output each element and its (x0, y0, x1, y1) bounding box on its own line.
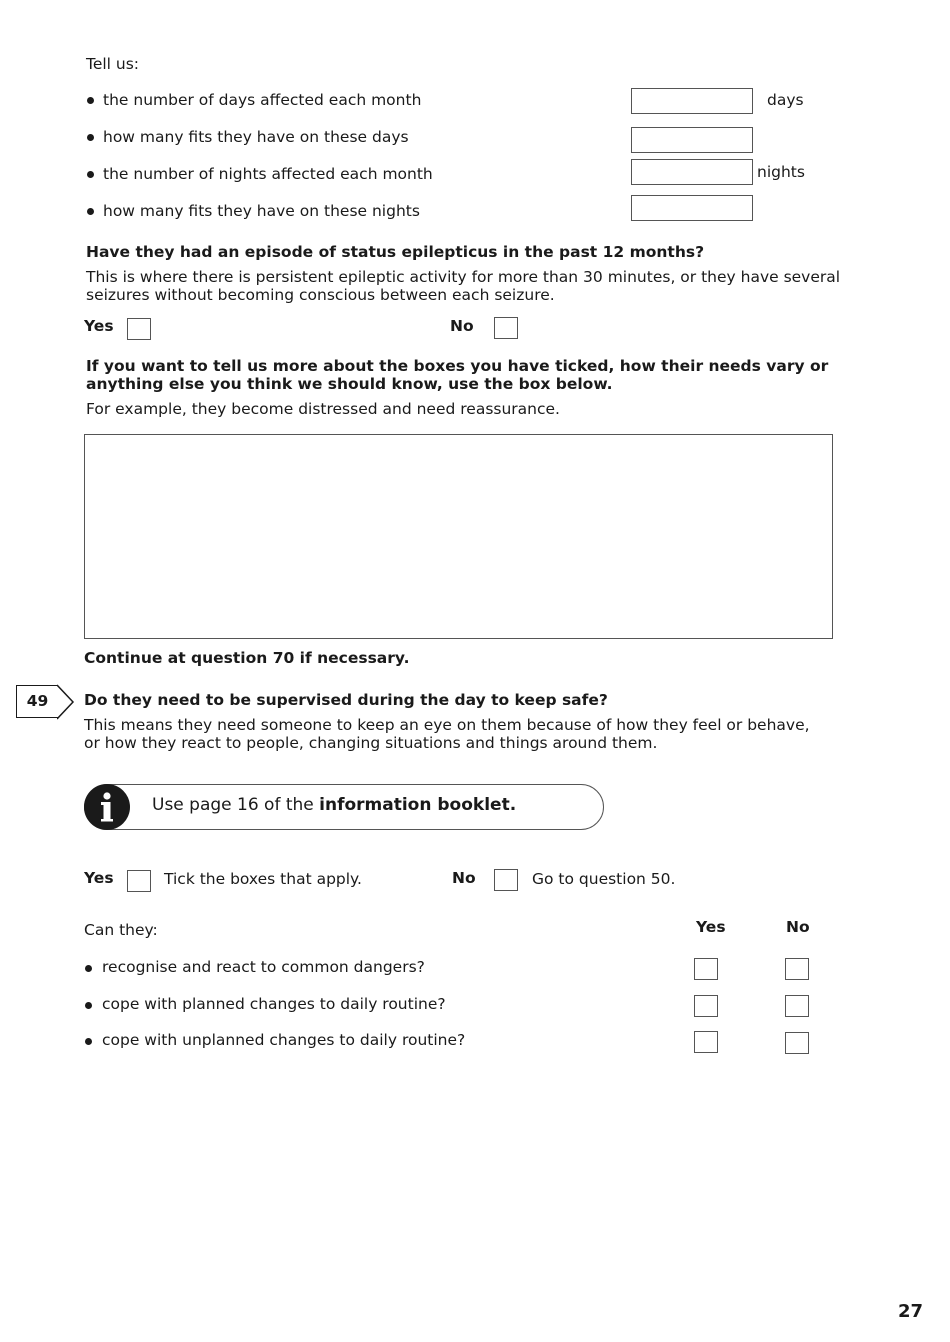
planned-no-checkbox[interactable] (785, 995, 809, 1017)
dangers-no-checkbox[interactable] (785, 958, 809, 980)
info-prefix: Use page 16 of the (152, 795, 320, 815)
col-no-header: No (786, 918, 810, 936)
q49-no-label: No (452, 869, 476, 887)
info-booklet-link[interactable]: information booklet. (319, 795, 517, 815)
q49-yes-checkbox[interactable] (127, 870, 151, 892)
q49-question: Do they need to be supervised during the day to keep safe? (84, 691, 608, 709)
can-they-label: Can they: (84, 921, 158, 939)
col-yes-header: Yes (696, 918, 726, 936)
question-number-text: 49 (26, 692, 49, 710)
night-fits-count-input[interactable] (631, 195, 753, 221)
status-epilepticus-question: Have they had an episode of status epilepticus in the past 12 months? (86, 243, 705, 261)
nights-unit-label: nights (757, 163, 805, 181)
day-fits-count-input[interactable] (631, 127, 753, 153)
q49-description: This means they need someone to keep an eye on them because of how they feel or behave, or how they react to people, changing situations and things around them. (84, 716, 810, 752)
info-icon (84, 784, 130, 830)
page-number: 27 (898, 1301, 924, 1322)
can-they-item-unplanned: cope with unplanned changes to daily routine? (102, 1031, 466, 1049)
continue-note: Continue at question 70 if necessary. (84, 649, 410, 667)
bullet-icon (85, 1038, 92, 1045)
fits-row-night-fits-label: how many fits they have on these nights (103, 202, 420, 220)
fits-row-nights-label: the number of nights affected each month (103, 165, 433, 183)
can-they-item-dangers: recognise and react to common dangers? (102, 958, 425, 976)
question-number-arrow (57, 684, 77, 720)
fits-row-days-label: the number of days affected each month (103, 91, 422, 109)
more-info-prompt: If you want to tell us more about the boxes you have ticked, how their needs vary or anything else you think we should know, use the box below. (86, 357, 829, 393)
days-unit-label: days (767, 91, 804, 109)
bullet-icon (87, 134, 94, 141)
status-no-checkbox[interactable] (494, 317, 518, 339)
info-booklet-text (152, 795, 516, 815)
question-number (16, 685, 58, 718)
status-yes-label: Yes (84, 317, 114, 335)
q49-no-hint: Go to question 50. (532, 870, 676, 888)
planned-yes-checkbox[interactable] (694, 995, 718, 1017)
can-they-item-planned: cope with planned changes to daily routine? (102, 995, 446, 1013)
days-affected-input[interactable] (631, 88, 753, 114)
q49-yes-hint: Tick the boxes that apply. (164, 870, 362, 888)
fits-row-day-fits-label: how many fits they have on these days (103, 128, 409, 146)
unplanned-no-checkbox[interactable] (785, 1032, 809, 1054)
unplanned-yes-checkbox[interactable] (694, 1031, 718, 1053)
q49-no-checkbox[interactable] (494, 869, 518, 891)
status-yes-checkbox[interactable] (127, 318, 151, 340)
bullet-icon (87, 171, 94, 178)
bullet-icon (85, 1002, 92, 1009)
tell-us-label: Tell us: (86, 55, 140, 73)
status-no-label: No (450, 317, 474, 335)
more-info-example: For example, they become distressed and need reassurance. (86, 400, 560, 418)
q49-yes-label: Yes (84, 869, 114, 887)
dangers-yes-checkbox[interactable] (694, 958, 718, 980)
status-epilepticus-description: This is where there is persistent epileptic activity for more than 30 minutes, or they have several seizures without becoming conscious between each seizure. (86, 268, 841, 304)
bullet-icon (85, 965, 92, 972)
bullet-icon (87, 97, 94, 104)
more-info-textarea[interactable] (84, 434, 833, 639)
bullet-icon (87, 208, 94, 215)
nights-affected-input[interactable] (631, 159, 753, 185)
